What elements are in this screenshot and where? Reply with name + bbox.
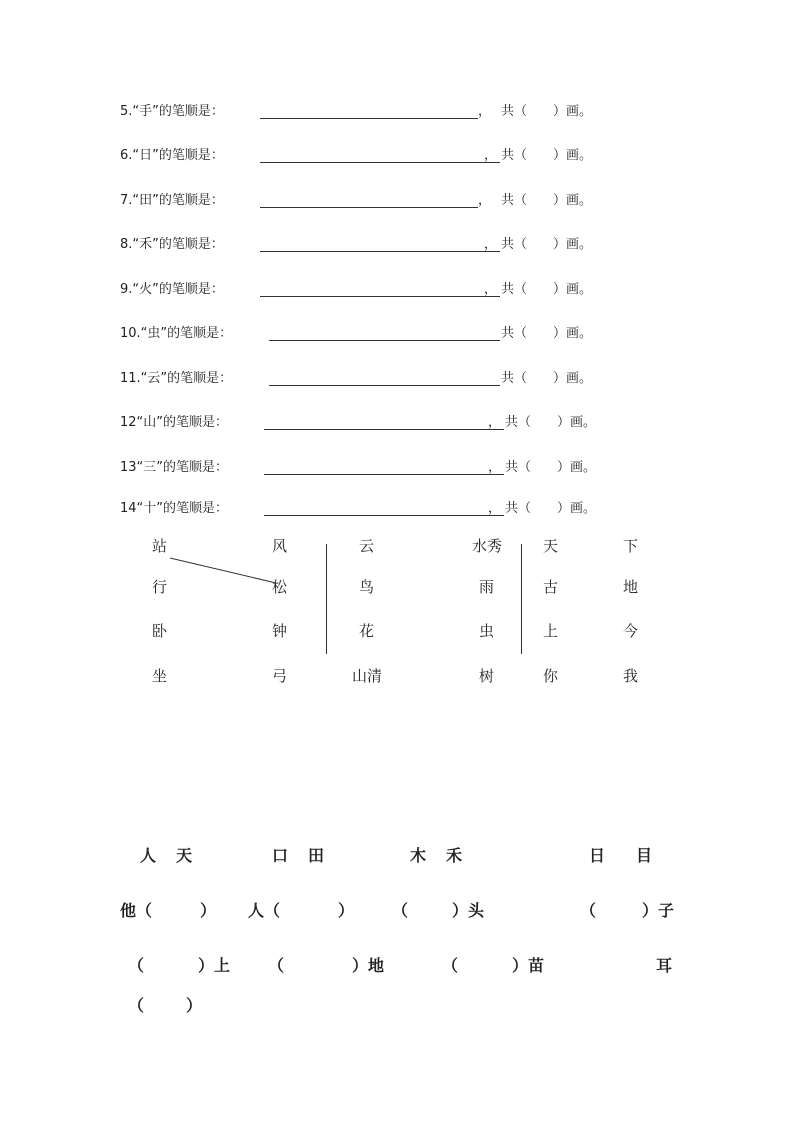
stroke-count-text: 共（ ）画。: [501, 148, 593, 163]
comma: ，: [484, 282, 498, 297]
fill-text: ）: [338, 901, 355, 920]
question-label: 10.“虫”的笔顺是：: [120, 326, 233, 341]
fill-text: （: [128, 996, 145, 1015]
question-label: 8.“禾”的笔顺是：: [120, 237, 224, 252]
match-word[interactable]: 弓: [272, 667, 288, 685]
fill-text: （: [392, 901, 409, 920]
stroke-count-text: 共（ ）画。: [505, 460, 597, 475]
pair-char: 田: [308, 846, 325, 865]
match-word[interactable]: 虫: [479, 622, 495, 640]
fill-text: ）上: [198, 956, 231, 975]
match-word[interactable]: 云: [359, 537, 375, 555]
pair-char: 口: [272, 846, 289, 865]
pair-char: 木: [410, 846, 427, 865]
stroke-count-text: 共（ ）画。: [501, 193, 593, 208]
fill-text: ）子: [642, 901, 675, 920]
match-word[interactable]: 今: [623, 622, 639, 640]
fill-text: （: [268, 956, 285, 975]
question-label: 5.“手”的笔顺是：: [120, 104, 224, 119]
fill-text: ）: [186, 996, 203, 1015]
fill-text: （: [580, 901, 597, 920]
fill-text: ）: [200, 901, 217, 920]
comma: ，: [478, 193, 492, 208]
question-label: 7.“田”的笔顺是：: [120, 193, 224, 208]
fill-text: ）苗: [512, 956, 545, 975]
stroke-count-text: 共（ ）画。: [501, 371, 593, 386]
fill-text: 他（: [120, 901, 153, 920]
question-label: 14“十”的笔顺是：: [120, 501, 229, 516]
pair-char: 禾: [446, 846, 463, 865]
question-label: 13“三”的笔顺是：: [120, 460, 229, 475]
match-word[interactable]: 钟: [272, 622, 288, 640]
match-word[interactable]: 松: [272, 578, 288, 596]
pair-char: 天: [176, 846, 193, 865]
pair-char: 目: [636, 846, 653, 865]
match-word[interactable]: 我: [623, 667, 639, 685]
match-word[interactable]: 行: [152, 578, 168, 596]
fill-text: ）地: [352, 956, 385, 975]
question-label: 12“山”的笔顺是：: [120, 415, 229, 430]
stroke-count-text: 共（ ）画。: [501, 104, 593, 119]
comma: ，: [484, 148, 498, 163]
stroke-count-text: 共（ ）画。: [505, 501, 597, 516]
question-label: 9.“火”的笔顺是：: [120, 282, 224, 297]
comma: ，: [488, 415, 502, 430]
match-word[interactable]: 你: [543, 667, 559, 685]
connecting-line: [170, 558, 276, 583]
match-word[interactable]: 天: [543, 537, 559, 555]
match-word[interactable]: 坐: [152, 667, 168, 685]
match-word[interactable]: 水秀: [472, 537, 503, 555]
fill-text: （: [442, 956, 459, 975]
match-word[interactable]: 站: [152, 537, 168, 555]
fill-text: 人（: [248, 901, 281, 920]
question-label: 11.“云”的笔顺是：: [120, 371, 233, 386]
stroke-count-text: 共（ ）画。: [501, 326, 593, 341]
match-word[interactable]: 上: [543, 622, 559, 640]
match-word[interactable]: 树: [479, 667, 495, 685]
match-word[interactable]: 山清: [352, 667, 383, 685]
stroke-count-text: 共（ ）画。: [501, 237, 593, 252]
match-word[interactable]: 古: [543, 578, 559, 596]
comma: ，: [488, 501, 502, 516]
comma: ，: [478, 104, 492, 119]
fill-text: （: [128, 956, 145, 975]
comma: ，: [488, 460, 502, 475]
fill-text: 耳: [656, 956, 673, 975]
pair-char: 日: [589, 846, 606, 865]
match-word[interactable]: 鸟: [359, 578, 375, 596]
stroke-count-text: 共（ ）画。: [501, 282, 593, 297]
comma: ，: [484, 237, 498, 252]
stroke-count-text: 共（ ）画。: [505, 415, 597, 430]
fill-text: ）头: [452, 901, 485, 920]
match-word[interactable]: 花: [359, 622, 375, 640]
match-word[interactable]: 雨: [479, 578, 495, 596]
match-word[interactable]: 卧: [152, 622, 168, 640]
match-word[interactable]: 下: [623, 537, 639, 555]
question-label: 6.“日”的笔顺是：: [120, 148, 224, 163]
match-word[interactable]: 风: [272, 537, 288, 555]
pair-char: 人: [140, 846, 157, 865]
match-word[interactable]: 地: [623, 578, 639, 596]
